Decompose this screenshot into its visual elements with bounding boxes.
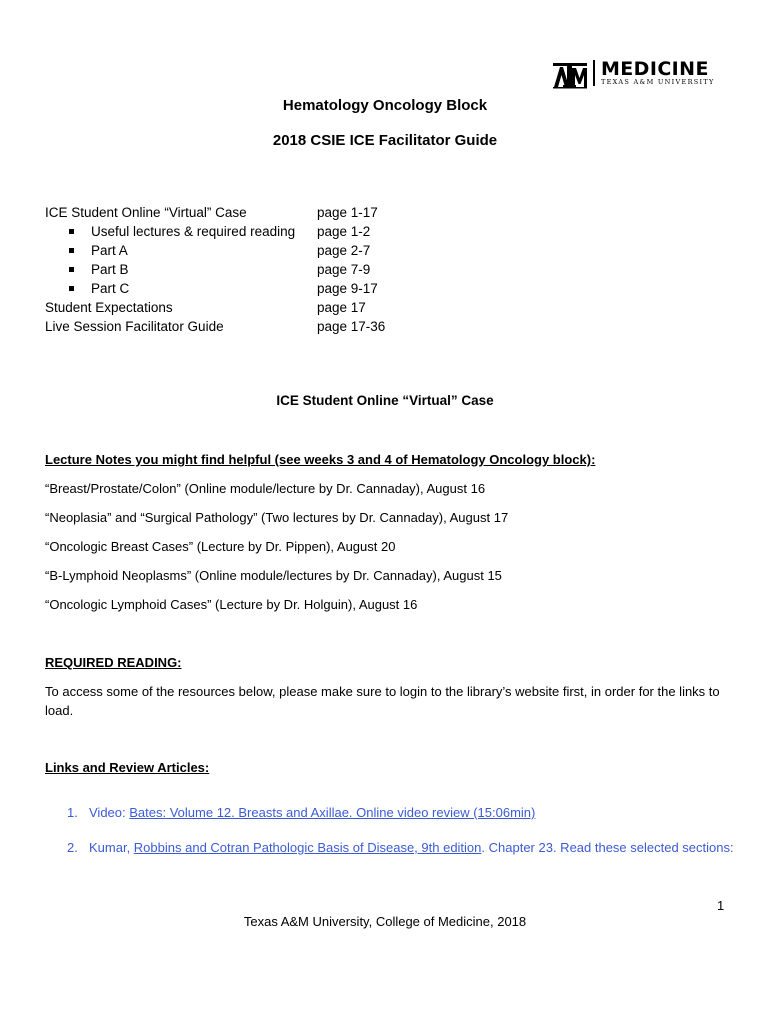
robbins-textbook-link[interactable]: Robbins and Cotran Pathologic Basis of Disease, 9th edition: [133, 840, 482, 855]
link-suffix: . Chapter 23. Read these selected sections:: [481, 840, 734, 855]
toc-page: page 17: [317, 300, 366, 315]
link-prefix: Video:: [89, 805, 130, 820]
section-heading: ICE Student Online “Virtual” Case: [276, 393, 494, 408]
atm-emblem-icon: [552, 58, 588, 90]
toc-label: Useful lectures & required reading: [91, 224, 296, 239]
toc-page: page 2-7: [317, 243, 371, 258]
logo-wordmark: MEDICINE: [601, 58, 709, 80]
document-subtitle: 2018 CSIE ICE Facilitator Guide: [272, 132, 498, 149]
logo-divider: [593, 60, 595, 86]
link-prefix: Kumar,: [89, 840, 134, 855]
logo-subtitle: TEXAS A&M UNIVERSITY: [601, 78, 715, 86]
toc-label: Live Session Facilitator Guide: [45, 319, 224, 334]
required-reading-text: To access some of the resources below, please make sure to login to the library’s website first, in order for the links to load.: [45, 684, 720, 718]
lecture-item: “Neoplasia” and “Surgical Pathology” (Two lectures by Dr. Cannaday), August 17: [45, 510, 509, 525]
lecture-item: “Oncologic Lymphoid Cases” (Lecture by Dr. Holguin), August 16: [45, 597, 418, 612]
link-item-2: [67, 840, 734, 855]
toc-page: page 9-17: [317, 281, 378, 296]
document-title: Hematology Oncology Block: [282, 97, 488, 114]
toc-label: Student Expectations: [45, 300, 173, 315]
bates-video-link[interactable]: Bates: Volume 12. Breasts and Axillae. Online video review (15:06min): [129, 805, 536, 820]
links-heading: Links and Review Articles:: [45, 760, 210, 775]
toc-page: page 1-17: [317, 205, 378, 220]
lecture-item: “Breast/Prostate/Colon” (Online module/lecture by Dr. Cannaday), August 16: [45, 481, 486, 496]
texas-am-medicine-logo: [552, 58, 715, 90]
link-item-1: [67, 805, 535, 820]
list-number: 2.: [67, 840, 78, 855]
page-footer: Texas A&M University, College of Medicine, 2018: [243, 914, 527, 929]
toc-label: Part A: [91, 243, 128, 258]
page-number: 1: [717, 898, 725, 913]
toc-label: Part C: [91, 281, 130, 296]
toc-page: page 1-2: [317, 224, 371, 239]
lecture-notes-heading: Lecture Notes you might find helpful (see weeks 3 and 4 of Hematology Oncology block):: [45, 452, 596, 467]
lecture-item: “Oncologic Breast Cases” (Lecture by Dr. Pippen), August 20: [45, 539, 396, 554]
list-number: 1.: [67, 805, 78, 820]
toc-label: ICE Student Online “Virtual” Case: [45, 205, 247, 220]
required-reading-heading: REQUIRED READING:: [45, 655, 182, 670]
toc-page: page 17-36: [317, 319, 386, 334]
toc-label: Part B: [91, 262, 129, 277]
toc-page: page 7-9: [317, 262, 371, 277]
lecture-item: “B-Lymphoid Neoplasms” (Online module/lectures by Dr. Cannaday), August 15: [45, 568, 502, 583]
